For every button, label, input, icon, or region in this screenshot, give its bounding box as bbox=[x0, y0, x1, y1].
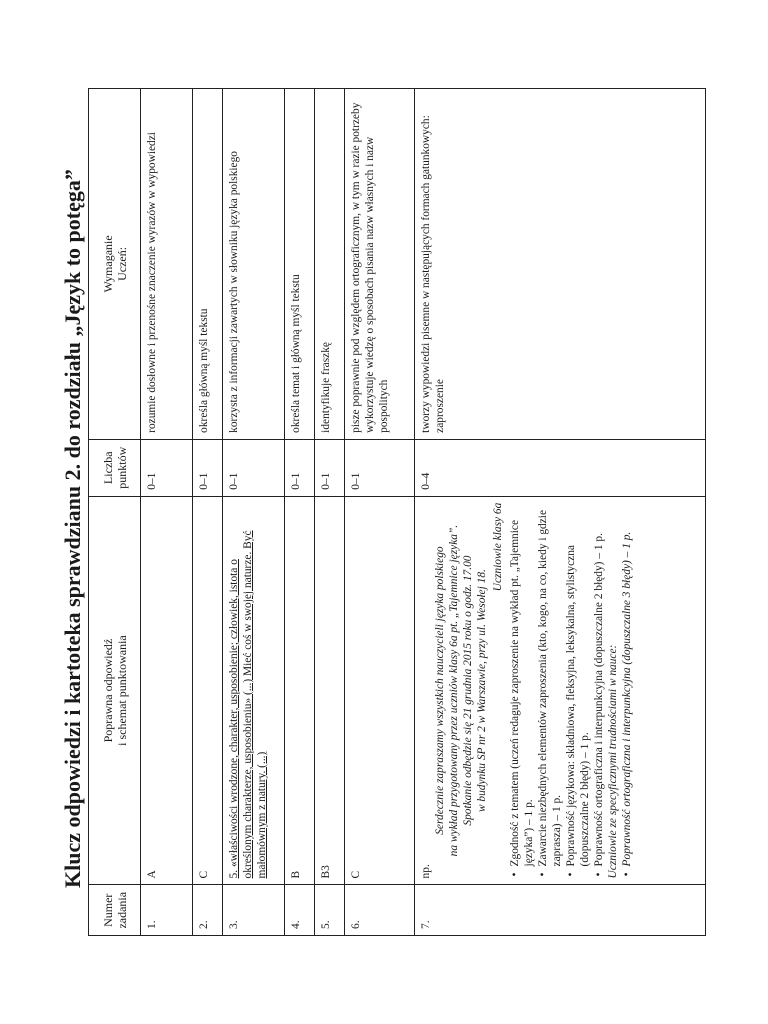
task-answer: C bbox=[345, 496, 415, 885]
special-criteria bbox=[620, 503, 634, 879]
task-answer: C bbox=[193, 496, 223, 885]
task-number: 5. bbox=[315, 885, 345, 936]
table-header-row bbox=[89, 89, 141, 936]
table-row bbox=[193, 89, 223, 936]
task-answer bbox=[415, 496, 706, 885]
task-requirement: tworzy wypowiedzi pisemne w następujących formach gatunkowych: zaproszenie bbox=[415, 89, 706, 440]
task-requirement: określa temat i główną myśl tekstu bbox=[285, 89, 315, 440]
task-number: 4. bbox=[285, 885, 315, 936]
invitation-signature: Uczniowie klasy 6a bbox=[492, 502, 504, 592]
criterion: • Zawarcie niezbędnych elementów zaproszenia (kto, kogo, na co, kiedy i gdzie zaprasza) – 1 p. bbox=[536, 503, 564, 867]
task-points: 0–1 bbox=[315, 439, 345, 496]
table-row bbox=[415, 89, 706, 936]
invitation-line: na wykład przygotowany przez uczniów klasy 6a pt. „Tajemnice języka”. bbox=[448, 524, 460, 857]
example-label: np. bbox=[420, 864, 432, 879]
table-row bbox=[285, 89, 315, 936]
sample-invitation bbox=[433, 503, 489, 879]
invitation-line: Spotkanie odbędzie się 21 grudnia 2015 roku o godz. 17.00 bbox=[462, 555, 474, 826]
table-row bbox=[223, 89, 285, 936]
invitation-line: Serdecznie zapraszamy wszystkich nauczycieli języka polskiego bbox=[434, 546, 446, 835]
task-points: 0–1 bbox=[345, 439, 415, 496]
task-points: 0–1 bbox=[285, 439, 315, 496]
dictionary-entry: 5. «właściwości wrodzone, charakter, usposobienie; człowiek, istota o określonym charakterze, usposobieniu» (...) Mieć coś w swojej naturze. Być małomównym z natury. (...) bbox=[228, 530, 268, 879]
task-points: 0–1 bbox=[141, 439, 193, 496]
task-requirement: rozumie dosłowne i przenośne znaczenie wyrazów w wypowiedzi bbox=[141, 89, 193, 440]
task-answer: B3 bbox=[315, 496, 345, 885]
table-row bbox=[345, 89, 415, 936]
answer-key-table bbox=[88, 88, 706, 936]
criterion: • Poprawność ortograficzna i interpunkcyjna (dopuszczalne 3 błędy) – 1 p. bbox=[620, 503, 634, 867]
header-number: Numer zadania bbox=[89, 885, 141, 936]
task-number: 3. bbox=[223, 885, 285, 936]
header-points: Liczba punktów bbox=[89, 439, 141, 496]
task-requirement: określa główną myśl tekstu bbox=[193, 89, 223, 440]
criterion: • Poprawność ortograficzna i interpunkcyjna (dopuszczalne 2 błędy) – 1 p. bbox=[592, 503, 606, 867]
task-answer: B bbox=[285, 496, 315, 885]
header-requirement: Wymaganie Uczeń: bbox=[89, 89, 141, 440]
special-needs-note: Uczniowie ze specyficznymi trudnościami w nauce: bbox=[607, 644, 619, 879]
header-answer: Poprawna odpowiedź i schemat punktowania bbox=[89, 496, 141, 885]
task-number: 2. bbox=[193, 885, 223, 936]
criterion: • Poprawność językowa: składniowa, fleksyjna, leksykalna, stylistyczna (dopuszczalne 2 błędy) – 1 p. bbox=[564, 503, 592, 867]
task-points: 0–4 bbox=[415, 439, 706, 496]
scoring-criteria bbox=[508, 503, 606, 879]
task-number: 6. bbox=[345, 885, 415, 936]
task-points: 0–1 bbox=[223, 439, 285, 496]
page-title: Klucz odpowiedzi i kartoteka sprawdzianu 2. do rozdziału „Język to potęga” bbox=[60, 169, 85, 888]
task-requirement: pisze poprawnie pod względem ortograficznym, w tym w razie potrzeby wykorzystuje wiedzę o sposobach pisania nazw własnych i nazw pospolitych bbox=[345, 89, 415, 440]
invitation-line: w budynku SP nr 2 w Warszawie, przy ul. Wesołej 18. bbox=[476, 569, 488, 813]
task-requirement: korzysta z informacji zawartych w słowniku języka polskiego bbox=[223, 89, 285, 440]
task-number: 1. bbox=[141, 885, 193, 936]
table-row bbox=[315, 89, 345, 936]
task-answer bbox=[223, 496, 285, 885]
criterion: • Zgodność z tematem (uczeń redaguje zaproszenie na wykład pt. „Tajemnice języka”) – 1 p. bbox=[508, 503, 536, 867]
task-answer: A bbox=[141, 496, 193, 885]
table-row bbox=[141, 89, 193, 936]
task-points: 0–1 bbox=[193, 439, 223, 496]
task-requirement: identyfikuje fraszkę bbox=[315, 89, 345, 440]
task-number: 7. bbox=[415, 885, 706, 936]
